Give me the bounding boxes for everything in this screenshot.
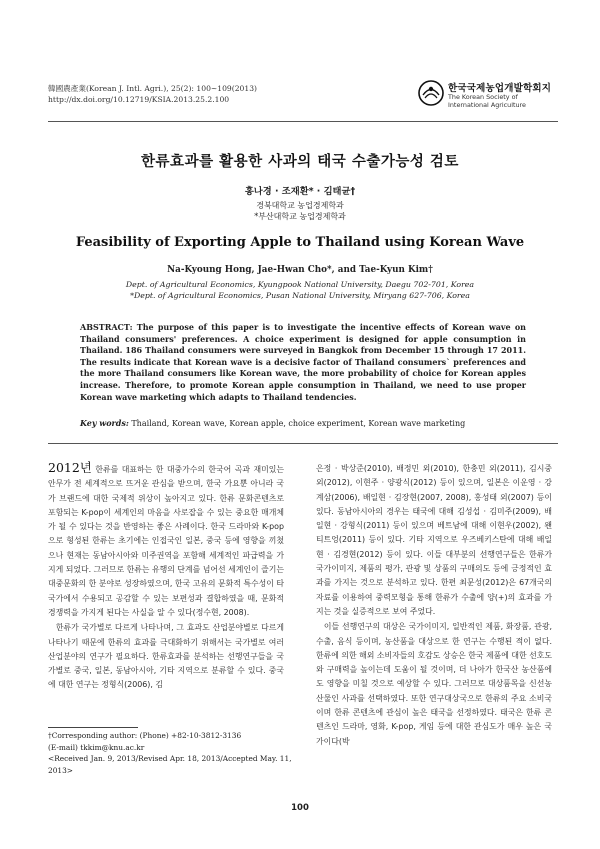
lead-word: 2012년	[48, 460, 92, 475]
page-number: 100	[291, 803, 309, 813]
body-column-left	[48, 462, 284, 693]
doi-link[interactable]: http://dx.doi.org/10.12719/KSIA.2013.25.2.100	[48, 95, 230, 104]
keywords-list: Thailand, Korean wave, Korean apple, choice experiment, Korean wave marketing	[131, 419, 466, 428]
footnote-divider	[48, 727, 138, 728]
society-emblem-icon	[418, 80, 444, 106]
authors-korean: 홍나경 · 조재환* · 김태균†	[244, 186, 356, 197]
abstract: ABSTRACT: The purpose of this paper is to investigate the incentive effects of Korean wave on Thailand consumers' preferences. A choice experiment is designed for apple consumption in Thailand. 186 Thailand consumers were surveyed in Bangkok from December 15 through 17 2011. The results indicate that Korean wave is a decisive factor of Thailand consumers` preferences and the more Thailand consumers like Korean wave, the more probability of choice for Korean apples increase. Therefore, to promote Korean apple consumption in Thailand, we need to use proper Korean wave marketing which adapts to Thailand tendencies.	[80, 322, 526, 402]
paragraph: 은정 · 박상준(2010), 배정민 외(2010), 한충민 외(2011), 김시중 외(2012), 이현주 · 양광식(2012) 등이 있으며, 일본은 이운영 · 강계삼(2006), 배일현 · 김장현(2007, 2008), 홍성태 외(2007) 등이 있다. 동남아시아의 경우는 태국에 대해 김성섭 · 김미주(2009), 배일현 · 강형식(2011) 등이 있으며 베트남에 대해 이현우(2002), 왠티트엉(2011) 등이 있다. 기타 지역으로 우즈베키스탄에 대해 배일현 · 김경현(2012) 등이 있다. 이들 대부분의 선행연구들은 한류가 국가이미지, 제품의 평가, 관광 및 상품의 구매의도 등에 긍정적인 효과를 가지는 것으로 분석하고 있다. 한편 최문성(2012)은 67개국의 자료를 이용하여 중력모형을 통해 한류가 수출에 양(+)의 효과를 가지는 것을 실증적으로 보여 주었다.	[316, 464, 552, 616]
body-divider	[48, 443, 558, 444]
affiliation-en-1: Dept. of Agricultural Economics, Kyungpook National University, Daegu 702-701, Korea	[125, 280, 475, 289]
society-name-ko: 한국국제농업개발학회지	[448, 83, 552, 94]
society-name-en: The Korean Society of International Agriculture	[448, 93, 526, 109]
title-korean: 한류효과를 활용한 사과의 태국 수출가능성 검토	[141, 154, 459, 170]
keywords	[80, 418, 526, 429]
paragraph: 2012년 한류를 대표하는 한 대중가수의 한국어 곡과 재미있는 안무가 전 세계적으로 뜨거운 관심을 받으며, 한국 가요뿐 아니라 국가 브랜드에 대한 국제적 위상이 높아지고 있다. 한류 문화콘텐츠로 포함되는 K-pop이 세계인의 마음을 사로잡을 수 있는 중요한 매개체가 될 수 있다는 것을 반영하는 좋은 사례이다. 한국 드라마와 K-pop으로 형성된 한류는 초기에는 인접국인 일본, 중국 등에 영향을 끼쳤으나 현재는 동남아시아와 미주권역을 포함해 세계적인 파급력을 가지게 되었다. 그러므로 한류는 유행의 단계를 넘어선 세계인이 즐기는 대중문화의 한 분야로 성장하였으며, 한국 고유의 문화적 특수성이 타국가에서 수용되고 공감할 수 있는 보편성과 결합하였을 때, 문화적 경쟁력을 가지게 된다는 사실을 알 수 있다(정수현, 2008).	[48, 460, 285, 617]
footnote	[48, 730, 298, 776]
affiliation-ko-1: 경북대학교 농업경제학과	[256, 201, 344, 210]
affiliations-korean	[0, 200, 600, 222]
body-column-right	[316, 462, 552, 749]
header-divider	[48, 121, 558, 122]
corresponding-author: †Corresponding author: (Phone) +82-10-3812-3136	[48, 731, 242, 740]
title-english: Feasibility of Exporting Apple to Thailand using Korean Wave	[75, 235, 525, 250]
journal-header	[48, 83, 257, 105]
author-email[interactable]: (E-mail) tkkim@knu.ac.kr	[48, 742, 145, 752]
paragraph: 이들 선행연구의 대상은 국가이미지, 일반적인 제품, 화장품, 관광, 수출, 음식 등이며, 농산품을 대상으로 한 연구는 수행된 적이 없다. 한류에 의한 해외 소비자들의 호감도 상승은 한국 제품에 대한 선호도와 구매력을 높이는데 도움이 될 것이며, 더 나아가 한국산 농산품에도 영향을 미칠 것으로 예상할 수 있다. 그러므로 대상품목을 신선농산물인 사과를 선택하였다. 또한 연구대상국으로 한류의 주요 소비국이며 한류 콘텐츠에 관심이 높은 태국을 선정하였다. 태국은 한류 콘텐츠인 드라마, 영화, K-pop, 게임 등에 대한 관심도가 매우 높은 국가이다(박	[316, 622, 553, 746]
paragraph: 한류가 국가별로 다르게 나타나며, 그 효과도 산업분야별로 다르게 나타나기 때문에 한류의 효과를 극대화하기 위해서는 국가별로 여러 산업분야의 연구가 필요하다. 한류효과를 분석하는 선행연구들을 국가별로 중국, 일본, 동남아시아, 기타 지역으로 분류할 수 있다. 중국에 대한 연구는 정형식(2006), 김	[48, 623, 284, 690]
received-dates: <Received Jan. 9, 2013/Revised Apr. 18, 2013/Accepted May. 11, 2013>	[48, 754, 292, 775]
society-logo	[418, 78, 558, 120]
affiliation-en-2: *Dept. of Agricultural Economics, Pusan National University, Miryang 627-706, Korea	[130, 291, 470, 300]
keywords-label: Key words:	[80, 418, 129, 428]
journal-citation: 韓國農產業(Korean J. Intl. Agri.), 25(2): 100~109(2013)	[48, 84, 258, 93]
affiliation-ko-2: *부산대학교 농업경제학과	[254, 212, 346, 221]
authors-english: Na-Kyoung Hong, Jae-Hwan Cho*, and Tae-Kyun Kim†	[167, 265, 433, 275]
affiliations-english	[0, 279, 600, 301]
